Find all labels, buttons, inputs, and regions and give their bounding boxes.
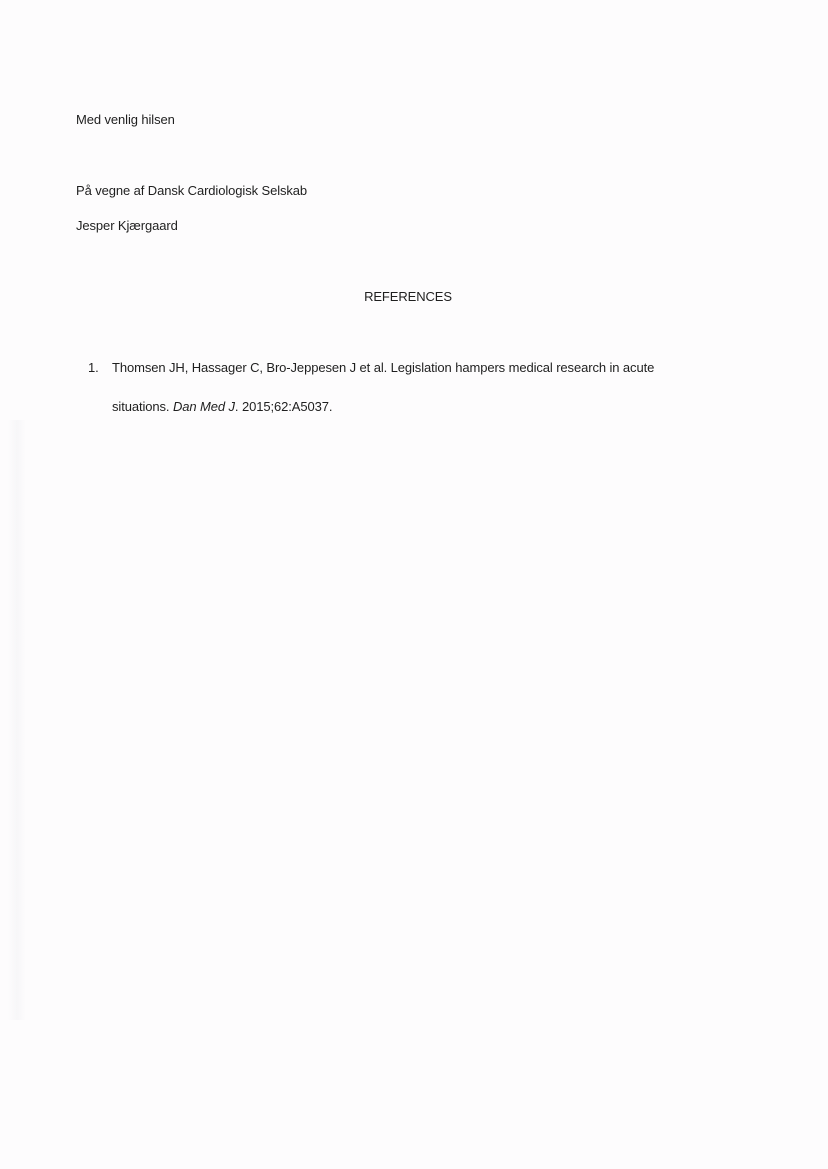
scan-shading (8, 420, 26, 1020)
reference-number: 1. (88, 360, 99, 375)
reference-line-2-suffix: . 2015;62:A5037. (234, 399, 333, 414)
reference-line-2-prefix: situations. (112, 399, 173, 414)
letter-closing: Med venlig hilsen (76, 112, 175, 127)
references-heading: REFERENCES (364, 289, 452, 304)
reference-line-2 (112, 399, 332, 415)
reference-journal: Dan Med J (172, 399, 235, 414)
reference-line-1: Thomsen JH, Hassager C, Bro-Jeppesen J et al. Legislation hampers medical research in acute (112, 360, 655, 375)
letter-on-behalf-of: På vegne af Dansk Cardiologisk Selskab (76, 183, 308, 198)
letter-signer: Jesper Kjærgaard (76, 218, 178, 233)
